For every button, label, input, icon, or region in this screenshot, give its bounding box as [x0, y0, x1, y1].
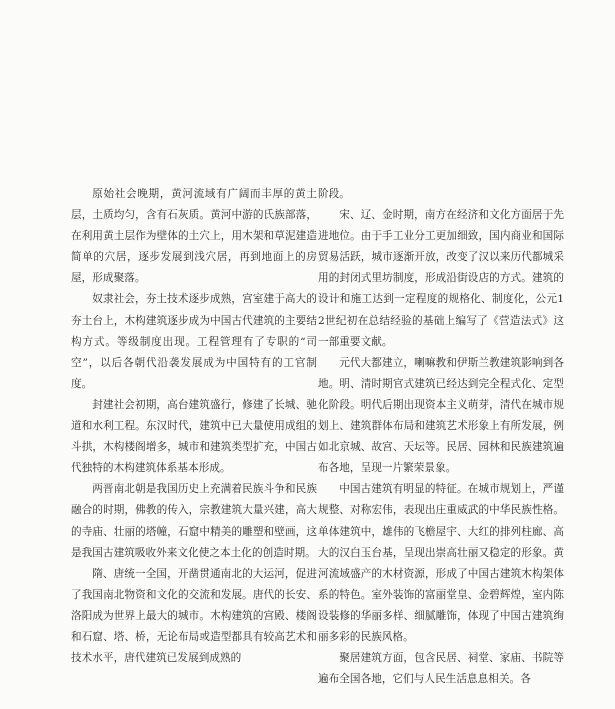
paragraph-architecture-features: 中国古建筑有明显的特征。在城市规划上，严谨规整、对称宏伟，表现出庄重威武的中华民族性格。单体建筑中，雄伟的飞檐屋宇、大红的排列柱廊、高大的汉白玉台基，呈现出崇高壮丽又稳定的形象。黄河流域盛产的木材资源，形成了中国古建筑木构架体系的特色。室外装饰的富丽堂皇、金碧辉煌，室内陈设装修的华丽多样、细腻雕饰，体现了中国古建筑绚丽多彩的民族风格。 [318, 483, 564, 643]
paragraph-early-feudal: 封建社会初期，高台建筑盛行，修建了长城、驰道和水利工程。东汉时代，建筑中已大量使用成组的斗拱，木构楼阁增多，城市和建筑类型扩充，中国古代独特的木构建筑体系基本形成。 [71, 398, 317, 475]
paragraph-yuan-ming-qing: 元代大都建立，喇嘛教和伊斯兰教建筑影响到各地。明、清时期官式建筑已经达到完全程式化、定型化阶段。明代后期出现资本主义萌芽，清代在城市规划上、建筑群体布局和建筑艺术形象上有所发展，例如北京城、故宫、天坛等。民居、园林和民族建筑遍布各地，呈现一片繁荣景象。 [318, 356, 564, 475]
left-text-column [71, 184, 317, 709]
paragraph-song-liao-jin: 宋、辽、金时期，南方在经济和文化方面居于先进地位。由于手工业分工更加细致，国内商业和国际贸易活跃，城市逐渐开放，改变了汉以来历代都城采用的封闭式里坊制度，形成沿街设店的方式。建筑的设计和施工达到一定程度的规格化、制度化，公元12世纪初在总结经验的基础上编写了《营造法式》这一部重要文献。 [318, 209, 564, 348]
paragraph-sui-tang: 隋、唐统一全国，开凿贯通南北的大运河，促进了我国南北物资和文化的交流和发展。唐代的长安、洛阳成为世界上最大的城市。木构建筑的宫殿、楼阁和石窟、塔、桥，无论布局或造型都具有较高艺术和技术水平，唐代建筑已发展到成熟的 [71, 567, 317, 665]
paragraph-continuation: 阶段。 [318, 188, 350, 200]
paragraph-jin-southern-northern: 两晋南北朝是我国历史上充满着民族斗争和民族融合的时期，佛教的传入，宗教建筑大量兴建，高大的寺庙、壮丽的塔幢，石窟中精美的雕塑和壁画，这是我国古建筑吸收外来文化使之本土化的创造时期。 [71, 483, 317, 559]
paragraph-slave-society: 奴隶社会，夯土技术逐步成熟，宫室建于高大的夯土台上，木构建筑逐步成为中国古代建筑的主要结构方式。等级制度出现。工程管理有了专职的“司空”，以后各朝代沿袭发展成为中国特有的工官制度。 [71, 293, 317, 390]
paragraph-primitive-society: 原始社会晚期，黄河流域有广阔而丰厚的黄土层，土质均匀，含有石灰质。黄河中游的氏族部落，在利用黄土层作为壁体的土穴上，用木架和草泥建造简单的穴居，逐步发展到浅穴居，再到地面上的房屋，形成聚落。 [71, 188, 317, 285]
right-text-column [318, 184, 564, 709]
paragraph-settlement-architecture: 聚居建筑方面，包含民居、祠堂、家庙、书院等遍布全国各地，它们与人民生活息息相关。各 [318, 652, 564, 686]
